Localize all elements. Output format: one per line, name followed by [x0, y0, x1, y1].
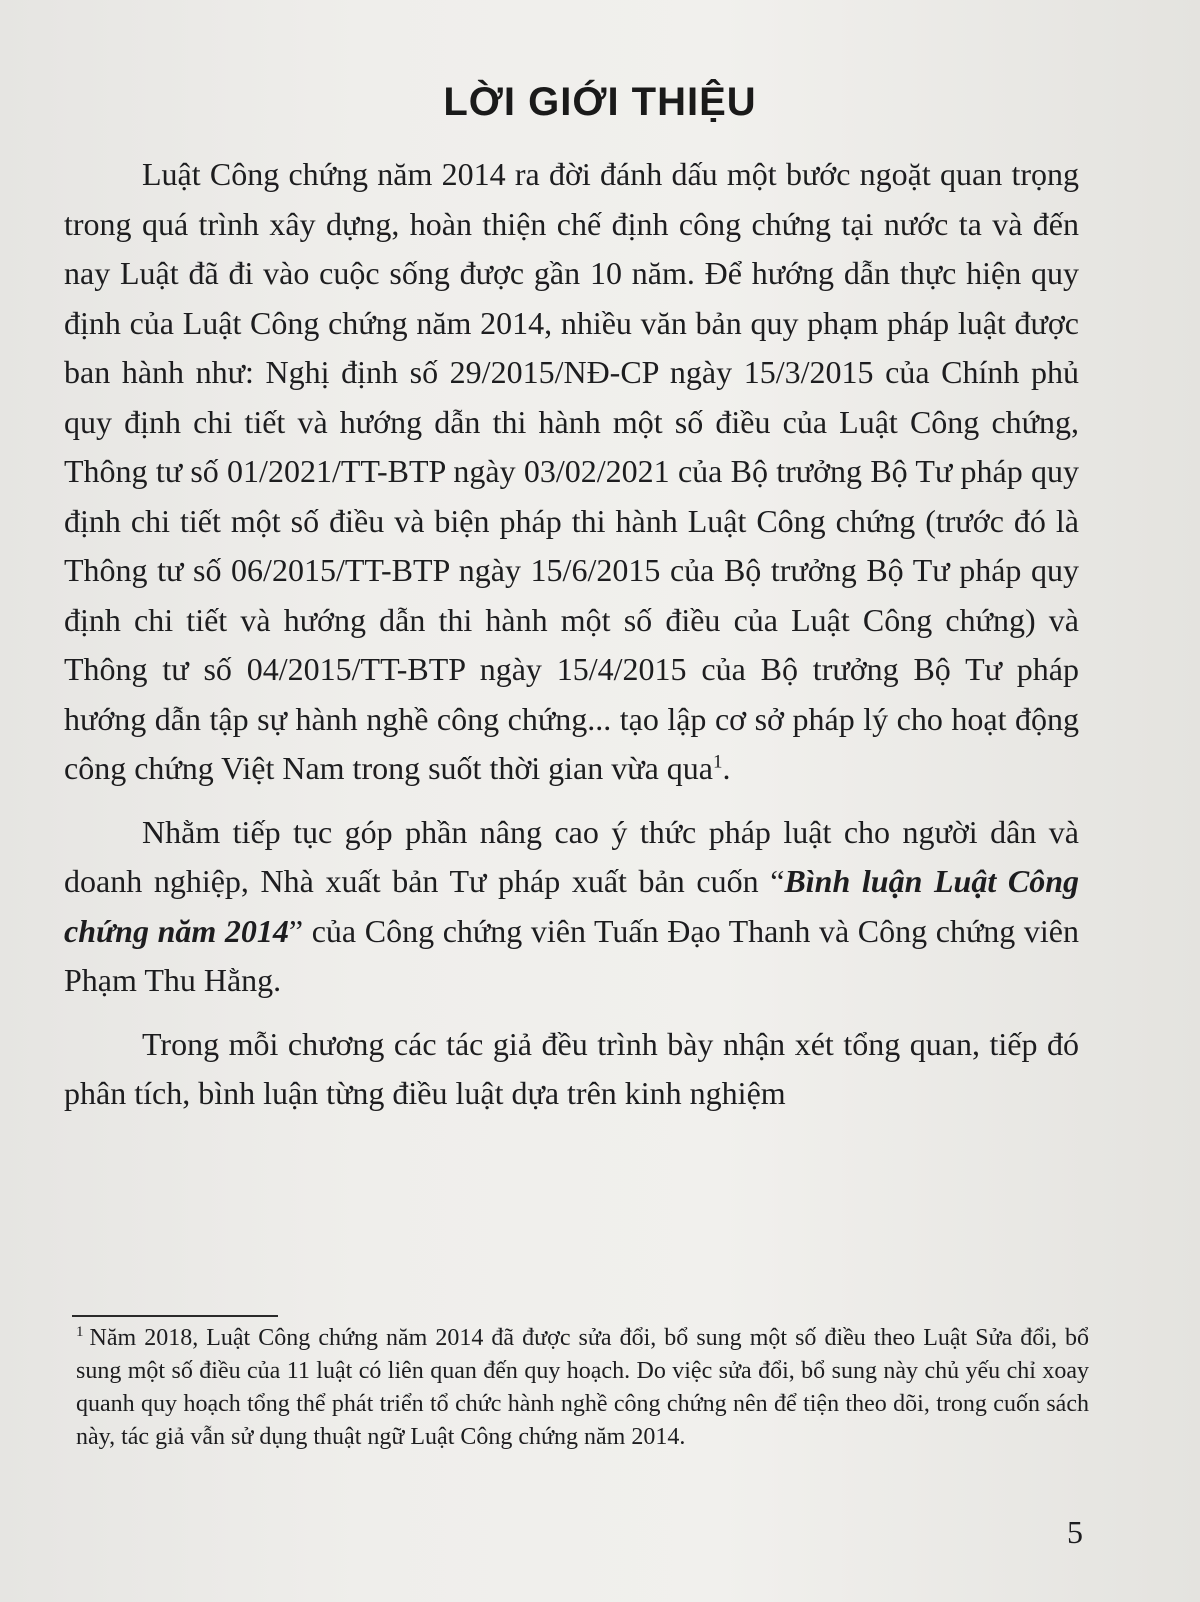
footnote — [76, 1322, 1089, 1454]
paragraph-1 — [64, 150, 1079, 794]
footnote-divider — [72, 1315, 278, 1317]
book-title: Bình luận Luật Công chứng năm 2014 — [64, 863, 1080, 949]
page-number: 5 — [1067, 1514, 1083, 1550]
paragraph-3: Trong mỗi chương các tác giả đều trình bày nhận xét tổng quan, tiếp đó phân tích, bình luận từng điều luật dựa trên kinh nghiệm — [64, 1025, 1079, 1111]
paragraph-1-end: . — [722, 750, 731, 786]
paragraph-1-text: Luật Công chứng năm 2014 ra đời đánh dấu một bước ngoặt quan trọng trong quá trình xây dựng, hoàn thiện chế định công chứng tại nước ta và đến nay Luật đã đi vào cuộc sống được gần 10 năm. Để hướng dẫn thực hiện quy định của Luật Công chứng năm 2014, nhiều văn bản quy phạm pháp luật được ban hành như: Nghị định số 29/2015/NĐ-CP ngày 15/3/2015 của Chính phủ quy định chi tiết và hướng dẫn thi hành một số điều của Luật Công chứng, Thông tư số 01/2021/TT-BTP ngày 03/02/2021 của Bộ trưởng Bộ Tư pháp quy định chi tiết một số điều và biện pháp thi hành Luật Công chứng (trước đó là Thông tư số 06/2015/TT-BTP ngày 15/6/2015 của Bộ trưởng Bộ Tư pháp quy định chi tiết và hướng dẫn thi hành một số điều của Luật Công chứng) và Thông tư số 04/2015/TT-BTP ngày 15/4/2015 của Bộ trưởng Bộ Tư pháp hướng dẫn tập sự hành nghề công chứng... tạo lập cơ sở pháp lý cho hoạt động công chứng Việt Nam trong suốt thời gian vừa qua — [64, 156, 1079, 786]
footnote-text: Năm 2018, Luật Công chứng năm 2014 đã được sửa đổi, bổ sung một số điều theo Luật Sửa đổi, bổ sung một số điều của 11 luật có liên quan đến quy hoạch. Do việc sửa đổi, bổ sung này chủ yếu chỉ xoay quanh quy hoạch tổng thể phát triển tổ chức hành nghề công chứng nên để tiện theo dõi, trong cuốn sách này, tác giả vẫn sử dụng thuật ngữ Luật Công chứng năm 2014. — [76, 1325, 1089, 1450]
main-text — [64, 150, 1079, 1133]
footnote-number: 1 — [76, 1324, 84, 1340]
page-title: LỜI GIỚI THIỆU — [443, 80, 757, 124]
paragraph-2-before: Nhằm tiếp tục góp phần nâng cao ý thức pháp luật cho người dân và doanh nghiệp, Nhà xuất bản Tư pháp xuất bản cuốn “ — [64, 813, 1079, 899]
footnote-reference[interactable]: 1 — [712, 751, 723, 773]
paragraph-2-after: ” của Công chứng viên Tuấn Đạo Thanh và Công chứng viên Phạm Thu Hằng. — [64, 912, 1080, 998]
paragraph-2 — [64, 808, 1079, 1006]
